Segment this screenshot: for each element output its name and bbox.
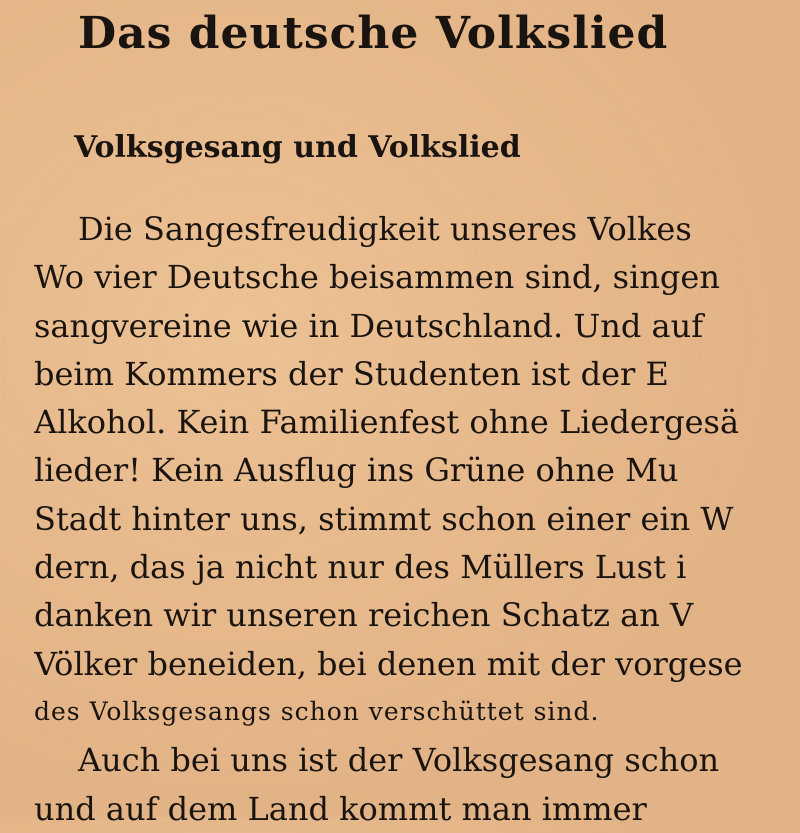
page-title: Das deutsche Volkslied — [78, 8, 669, 59]
text-line: Die Sangesfreudigkeit unseres Volkes — [78, 210, 692, 248]
body-text — [34, 205, 800, 833]
text-line: dern, das ja nicht nur des Müllers Lust i — [34, 548, 687, 587]
section-heading: Volksgesang und Volkslied — [74, 130, 521, 165]
text-line: Auch bei uns ist der Volksgesang schon — [78, 741, 720, 780]
text-line: Stadt hinter uns, stimmt schon einer ein W — [34, 499, 734, 538]
text-line: des Volksgesangs schon verschüttet sind. — [34, 696, 600, 726]
text-line: und auf dem Land kommt man immer — [34, 789, 647, 828]
text-line: beim Kommers der Studenten ist der E — [34, 354, 669, 393]
text-line: danken wir unseren reichen Schatz an V — [34, 596, 694, 635]
text-line: Wo vier Deutsche beisammen sind, singen — [34, 258, 720, 297]
text-line: Völker beneiden, bei denen mit der vorgese — [34, 644, 743, 683]
text-line: sangvereine wie in Deutschland. Und auf — [34, 306, 704, 345]
text-line: Alkohol. Kein Familienfest ohne Liedergesä — [34, 403, 740, 442]
text-line: lieder! Kein Ausflug ins Grüne ohne Mu — [34, 451, 679, 490]
